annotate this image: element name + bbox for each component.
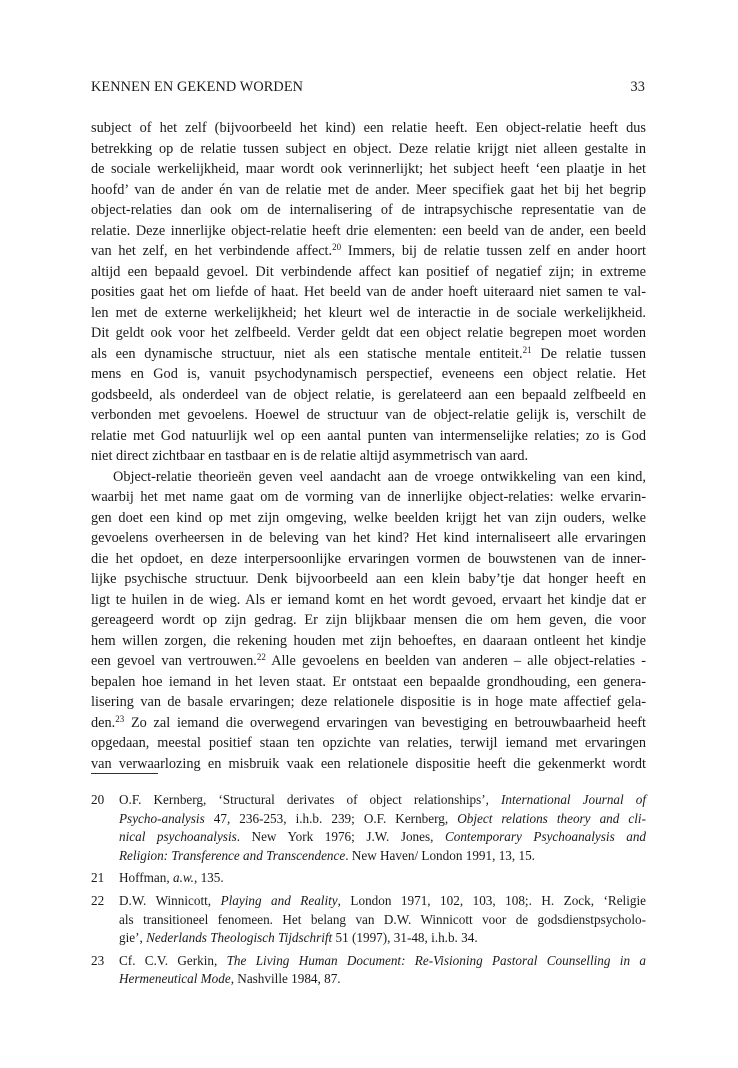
- footnote-20: [91, 791, 646, 865]
- footnote-line: [119, 929, 646, 948]
- body-line: godsbeeld, als onderdeel van de object relatie, is gerelateerd aan een bepaald zelfbeeld en: [91, 386, 646, 403]
- footnote-line: [119, 952, 646, 971]
- footnote-21: [91, 869, 646, 888]
- citation-title: The Living Human Document: Re-Visioning Pastoral Counselling in a: [226, 952, 646, 968]
- running-head: [91, 79, 645, 96]
- footnote-line: [119, 869, 646, 888]
- body-line: opgedaan, meestal positief staan ten opzichte van relaties, terwijl iemand met ervaringen: [91, 735, 646, 751]
- body-line: gen doet een kind op met zijn omgeving, welke beelden krijgt het van zijn ouders, welke: [91, 509, 646, 526]
- body-line: bepalen hoe iemand in het leven staat. Er ontstaat een bepaalde grondhouding, een genera-: [91, 673, 646, 690]
- body-line: relatie. Deze innerlijke object-relatie heeft drie elementen: een beeld van de ander, een beeld: [91, 222, 646, 239]
- footnote-line: [119, 828, 646, 847]
- citation-title: Nederlands Theologisch Tijdschrift: [146, 930, 333, 946]
- footnote-number: 22: [91, 892, 105, 908]
- body-line: betrekking op de relatie tussen subject en object. Deze relatie krijgt niet alleen gestalte in: [91, 140, 646, 157]
- citation-title: nical psychoanalysis: [119, 829, 237, 845]
- text-run: Alle gevoelens en beelden van anderen – alle object-relaties -: [265, 653, 646, 669]
- body-line: Object-relatie theorieën geven veel aandacht aan de vroege ontwikkeling van een kind,: [113, 468, 646, 485]
- text-run: O.F. Kernberg, ‘Structural derivates of object relationships’,: [119, 792, 501, 807]
- citation-title: Contemporary Psychoanalysis and: [444, 829, 647, 845]
- citation-title: Object relations theory and cli-: [457, 810, 646, 826]
- text-run: den.: [91, 714, 116, 731]
- text-run: . New York 1976; J.W. Jones,: [236, 829, 445, 845]
- footnote-number: 21: [91, 870, 105, 886]
- footnote-line: [119, 892, 646, 911]
- text-run: Zo zal iemand die overwegend ervaringen van bevestiging en betrouwbaarheid heeft: [124, 714, 646, 731]
- footnote-ref-22[interactable]: 22: [256, 652, 266, 662]
- body-line: hoofd’ van de ander én van de relatie met de ander. Meer specifiek gaat het bij het begrip: [91, 181, 646, 198]
- body-line: [91, 651, 646, 672]
- body-line: ligt te huilen in de wieg. Als er iemand komt en het wordt gevoed, ervaart het kindje dat er: [91, 591, 646, 608]
- body-line: niet direct zichtbaar en tastbaar en is de relatie altijd asymmetrisch van aard.: [91, 448, 529, 464]
- footnote-line: [119, 791, 646, 810]
- body-line: altijd een bepaald gevoel. Dit verbindende affect kan positief of negatief zijn; in extreme: [91, 263, 646, 280]
- page-number: 33: [630, 79, 645, 95]
- text-run: Immers, bij de relatie tussen zelf en ander hoort: [341, 243, 646, 259]
- footnote-line: [119, 970, 646, 989]
- citation-title: International Journal of: [500, 792, 646, 807]
- text-run: Hoffman,: [119, 870, 173, 886]
- citation-title: Psycho-analysis: [119, 810, 205, 826]
- footnote-ref-20[interactable]: 20: [332, 242, 342, 252]
- text-run: Cf. C.V. Gerkin,: [119, 952, 227, 968]
- body-line: posities gaat het om liefde of haat. Het beeld van de ander hoeft uiteraard niet samen te val-: [91, 284, 646, 300]
- footnote-23: [91, 952, 646, 989]
- body-line: object-relaties dan ook om de internalisering of de intrapsychische representatie van de: [91, 202, 646, 218]
- text-run: 51 (1997), 31-48, i.h.b. 34.: [332, 930, 478, 946]
- text-run: , Nashville 1984, 87.: [230, 971, 341, 987]
- body-line: [91, 241, 646, 262]
- body-line: hem willen zorgen, die rekening houden met zijn behoeftes, en daaraan ontleent het kindje: [91, 632, 646, 649]
- citation-title: Hermeneutical Mode: [119, 971, 231, 987]
- body-line: Dit geldt ook voor het zelfbeeld. Verder geldt dat een object relatie begrepen moet worden: [91, 325, 646, 341]
- body-line: [91, 713, 646, 734]
- body-line: [91, 344, 646, 365]
- body-line: gereageerd wordt op zijn gedrag. Er zijn blijkbaar mensen die om hem geven, die voor: [91, 612, 646, 628]
- citation-title: Religion: Transference and Transcendence: [119, 847, 346, 863]
- citation-title: a.w.: [172, 870, 194, 886]
- body-line: relatie met God natuurlijk wel op een aantal punten van intermenselijke relaties; zo is God: [91, 427, 646, 444]
- running-title: KENNEN EN GEKEND WORDEN: [91, 79, 304, 95]
- text-run: , London 1971, 102, 103, 108;. H. Zock, ‘Religie: [337, 892, 646, 908]
- footnote-ref-21[interactable]: 21: [522, 344, 532, 355]
- body-line: verbonden met gevoelens. Hoewel de structuur van de object-relatie gelijk is, verschilt de: [91, 407, 646, 423]
- body-line: de sociale werkelijkheid, maar wordt ook verinnerlijkt; het subject heeft ‘een plaatje in het: [91, 161, 646, 177]
- body-line: waarbij het met name gaat om de vorming van de innerlijke object-relaties: welke ervarin-: [91, 489, 646, 505]
- footnote-number: 20: [91, 792, 105, 807]
- body-line: lijke psychische structuur. Denk bijvoorbeeld aan een klein baby’tje dat honger heeft en: [91, 571, 646, 587]
- text-run: gie’,: [119, 930, 147, 946]
- text-run: . New Haven/ London 1991, 13, 15.: [345, 847, 535, 863]
- body-line: van verwaarlozing en misbruik vaak een relationele dispositie heeft die gekenmerkt wordt: [91, 755, 646, 772]
- footnotes: [91, 791, 646, 993]
- text-run: 47, 236-253, i.h.b. 239; O.F. Kernberg,: [204, 810, 458, 826]
- footnote-line: [119, 810, 646, 829]
- text-run: De relatie tussen: [531, 345, 646, 362]
- body-line: gevoelens overheersen in de beleving van het kind? Het kind internaliseert alle ervaringen: [91, 530, 646, 546]
- text-run: als een dynamische structuur, niet als een statische mentale entiteit.: [91, 345, 523, 362]
- body-line: lisering van de basale ervaringen; deze relationele dispositie is in hoge mate affectief gela-: [91, 694, 646, 710]
- text-run: , 135.: [193, 870, 224, 886]
- body-line: die het opdoet, en deze interpersoonlijke ervaringen vormen de bouwstenen van de inner-: [91, 550, 646, 567]
- footnote-22: [91, 892, 646, 948]
- text-run: een gevoel van vertrouwen.: [91, 653, 257, 669]
- footnote-number: 23: [91, 952, 105, 968]
- citation-title: Playing and Reality: [220, 892, 338, 908]
- body-line: mens en God is, vanuit psychodynamisch perspectief, eveneens een object relatie. Het: [91, 366, 646, 382]
- footnote-line: als transitioneel fenomeen. Het belang van D.W. Winnicott voor de godsdienstpsycholo-: [119, 911, 646, 927]
- footnote-ref-23[interactable]: 23: [115, 713, 125, 724]
- body-line: subject of het zelf (bijvoorbeeld het kind) een relatie heeft. Een object-relatie heeft dus: [91, 120, 646, 136]
- footnote-line: [119, 847, 646, 866]
- body-text: [91, 118, 646, 774]
- text-run: D.W. Winnicott,: [119, 892, 221, 908]
- footnote-separator: [91, 773, 158, 774]
- body-line: len met de externe werkelijkheid; het kleurt wel de interactie in de sociale werkelijkheid.: [91, 304, 646, 321]
- text-run: van het zelf, en het verbindende affect.: [91, 243, 333, 259]
